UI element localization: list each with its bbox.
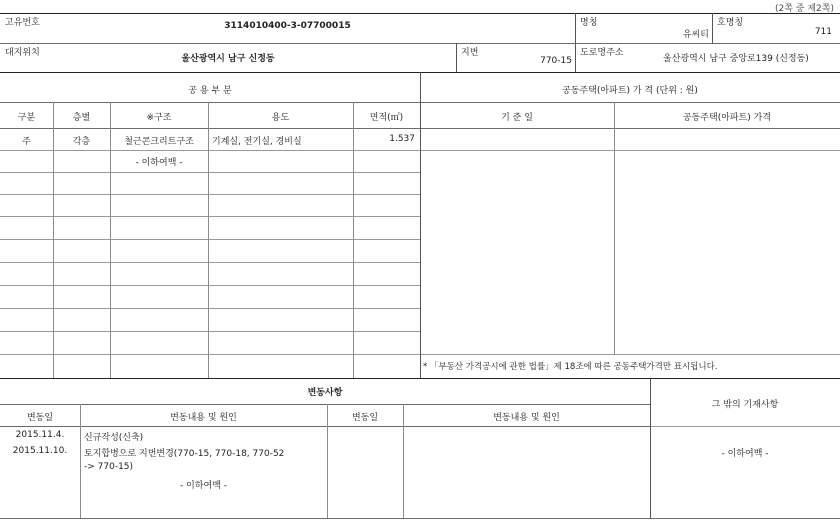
change-content-1: 신규작성(신축) — [84, 433, 144, 443]
col-apartment-price: 공동주택(아파트) 가격 — [682, 113, 772, 123]
common-blank-note: - 이하여백 - — [135, 158, 183, 168]
table-row-area: 1.537 — [389, 134, 415, 144]
road-value: 울산광역시 남구 중앙로139 (신정동) — [663, 54, 809, 64]
col-floor: 층별 — [72, 113, 91, 123]
name-label: 명칭 — [580, 18, 598, 28]
table-row-structure: 철근콘크리트구조 — [124, 137, 194, 147]
change-date-1: 2015.11.4. — [15, 430, 65, 440]
changes-title: 변동사항 — [307, 388, 343, 398]
unique-no-value: 3114010400-3-07700015 — [224, 21, 351, 31]
table-row-kind: 주 — [22, 137, 31, 147]
change-content-2: 토지합병으로 지번변경(770-15, 770-18, 770-52 — [84, 449, 285, 459]
common-section-title: 공 용 부 분 — [188, 86, 232, 96]
other-notes-blank: - 이하여백 - — [721, 449, 769, 459]
col-change-date-2: 변동일 — [351, 413, 379, 423]
col-kind: 구분 — [17, 113, 36, 123]
col-base-date: 기 준 일 — [501, 113, 533, 123]
change-content-3: -> 770-15) — [84, 462, 134, 472]
house-name-value: 711 — [814, 27, 832, 37]
col-change-date-1: 변동일 — [26, 413, 54, 423]
page-indicator: (2쪽 중 제2쪽) — [775, 4, 834, 14]
changes-blank-note: - 이하여백 - — [180, 481, 227, 491]
unique-no-label: 고유번호 — [5, 18, 40, 28]
house-name-label: 호명칭 — [717, 18, 744, 28]
lot-label: 지번 — [461, 48, 479, 58]
price-footnote: * 「부동산 가격공시에 관한 법률」제 18조에 따른 공동주택가격만 표시됩니다. — [423, 362, 718, 372]
col-use: 용도 — [271, 113, 290, 123]
other-notes-title: 그 밖의 기재사항 — [711, 400, 779, 410]
price-section-title: 공동주택(아파트) 가 격 (단위 : 원) — [562, 86, 698, 96]
col-area: 면적(㎡) — [369, 113, 404, 123]
name-value: 유씨티 — [682, 30, 709, 40]
col-structure: ※구조 — [146, 113, 172, 123]
site-value: 울산광역시 남구 신정동 — [181, 54, 275, 64]
table-row-floor: 각층 — [72, 137, 91, 147]
lot-value: 770-15 — [540, 56, 572, 66]
site-label: 대지위치 — [5, 48, 40, 58]
col-change-content-2: 변동내용 및 원인 — [493, 413, 560, 423]
road-label: 도로명주소 — [580, 48, 624, 58]
table-row-use: 기계실, 전기실, 경비실 — [212, 137, 302, 147]
change-date-2: 2015.11.10. — [12, 446, 68, 456]
col-change-content-1: 변동내용 및 원인 — [170, 413, 237, 423]
